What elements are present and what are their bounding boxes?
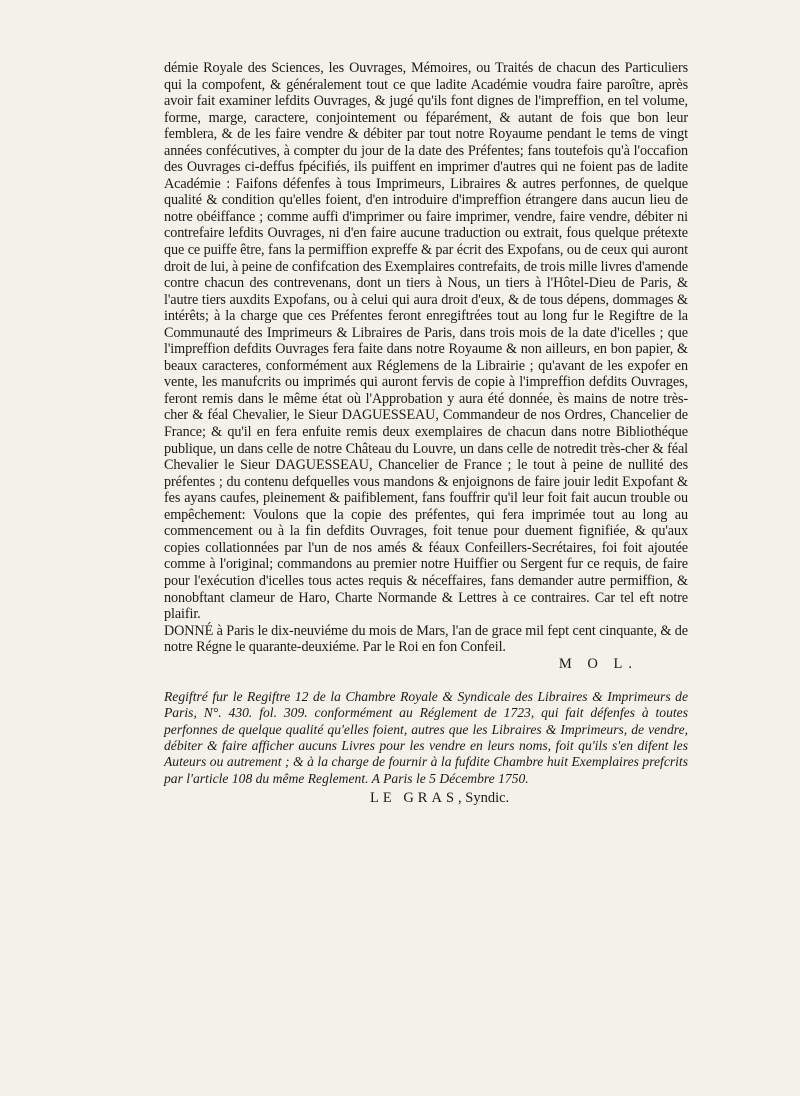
syndic-signature bbox=[164, 790, 688, 807]
signature: M O L. bbox=[558, 655, 638, 672]
registration-note: Regiftré fur le Regiftre 12 de la Chambre Royale & Syndicale des Libraires & Imprimeurs de Paris, N°. 430. fol. 309. conformément au Réglement de 1723, qui fait défenfes à toutes perfonnes de quelque qualité qu'elles foient, autres que les Libraires & Imprimeurs, de vendre, débiter & faire afficher aucuns Livres pour les vendre en leurs noms, foit qu'ils s'en difent les Auteurs ou autrement ; & à la charge de fournir à la fufdite Chambre huit Exemplaires prefcrits par l'article 108 du même Reglement. A Paris le 5 Décembre 1750. bbox=[164, 688, 688, 786]
privilege-text bbox=[164, 60, 688, 656]
syndic-name: LE GRAS bbox=[370, 790, 459, 807]
syndic-title: , Syndic. bbox=[458, 790, 510, 807]
paragraph-privilege: démie Royale des Sciences, les Ouvrages, Mémoires, ou Traités de chacun des Particuliers qui la compofent, & généralement tout ce que ladite Académie voudra faire paroître, après avoir fait examiner lefdits Ouvrages, & jugé qu'ils font dignes de l'impreffion, en tel volume, forme, marge, caractere, conjointement ou féparément, & autant de fois que bon leur femblera, & de les faire vendre & débiter par tout notre Royaume pendant le tems de vingt années confécutives, à compter du jour de la date des Préfentes; fans toutefois qu'à l'occafion des Ouvrages ci-deffus fpécifiés, ils puiffent en imprimer d'autres qui ne foient pas de ladite Académie : Faifons défenfes à tous Imprimeurs, Libraires & autres perfonnes, de quelque qualité & condition qu'elles foient, d'en introduire d'impreffion étrangere dans aucun lieu de notre obéiffance ; comme auffi d'imprimer ou faire imprimer, vendre, faire vendre, débiter ni contrefaire lefdits Ouvrages, ni d'en faire aucune traduction ou extrait, fous quelque prétexte que ce puiffe être, fans la permiffion expreffe & par écrit des Expofans, ou de ceux qui auront droit de lui, à peine de confifcation des Exemplaires contrefaits, de trois mille livres d'amende contre chacun des contrevenans, dont un tiers à Nous, un tiers à l'Hôtel-Dieu de Paris, & l'autre tiers auxdits Expofans, ou à celui qui aura droit d'eux, & de tous dépens, dommages & intérêts; à la charge que ces Préfentes feront enregiftrées tout au long fur le Regiftre de la Communauté des Imprimeurs & Libraires de Paris, dans trois mois de la date d'icelles ; que l'impreffion defdits Ouvrages fera faite dans notre Royaume & non ailleurs, en bon papier, & beaux caracteres, conformément aux Réglemens de la Librairie ; qu'avant de les expofer en vente, les manufcrits ou imprimés qui auront fervis de copie à l'impreffion defdits Ouvrages, feront remis dans le même état où l'Approbation y aura été donnée, ès mains de notre très-cher & féal Chevalier, le Sieur DAGUESSEAU, Commandeur de nos Ordres, Chancelier de France; & qu'il en fera enfuite remis deux exemplaires de chacun dans notre Bibliothéque publique, un dans celle de notre Château du Louvre, un dans celle de notredit très-cher & féal Chevalier le Sieur DAGUESSEAU, Chancelier de France ; le tout à peine de nullité des préfentes ; du contenu defquelles vous mandons & enjoignons de faire jouir ledit Expofant & fes ayans caufes, pleinement & paifiblement, fans fouffrir qu'il leur foit fait aucun trouble ou empêchement: Voulons que la copie des préfentes, qui fera imprimée tout au long au commencement ou à la fin defdits Ouvrages, foit tenue pour duement fignifiée, & qu'aux copies collationnées par l'un de nos amés & féaux Confeillers-Secrétaires, foi foit ajoutée comme à l'original; commandons au premier notre Huiffier ou Sergent fur ce requis, de faire pour l'exécution d'icelles tous actes requis & néceffaires, fans demander autre permiffion, & nonobftant clameur de Haro, Charte Normande & Lettres à ce contraires. Car tel eft notre plaifir. bbox=[164, 60, 688, 623]
paragraph-donne: DONNÉ à Paris le dix-neuviéme du mois de Mars, l'an de grace mil fept cent cinquante, & de notre Régne le quarante-deuxiéme. Par le Roi en fon Confeil. bbox=[164, 622, 688, 656]
